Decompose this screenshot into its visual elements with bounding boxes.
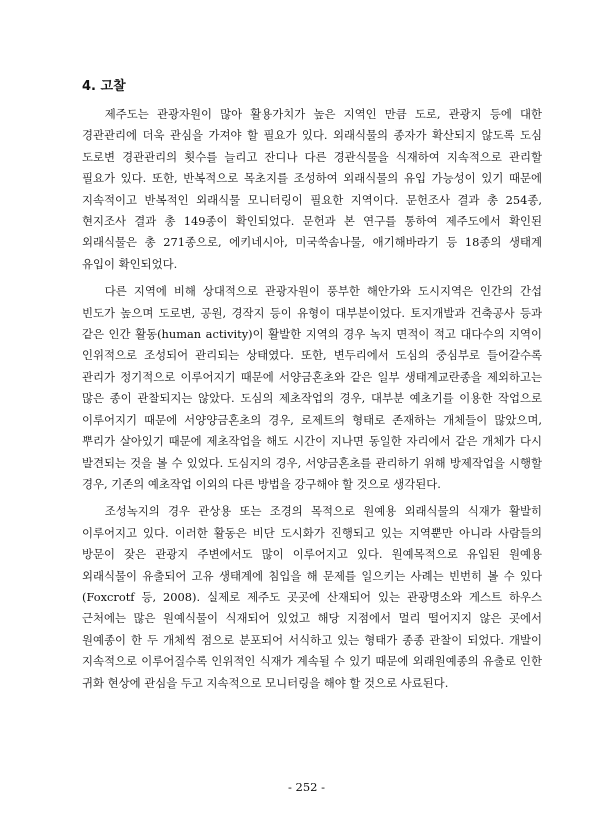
page-number: - 252 - [287,780,326,794]
page-content [82,78,542,700]
paragraph-1: 제주도는 관광자원이 많아 활용가치가 높은 지역인 만큼 도로, 관광지 등에 대한 경관관리에 더욱 관심을 가져야 할 필요가 있다. 외래식물의 종자가 확산되지 않도록 도심 도로변 경관관리의 횟수를 늘리고 잔디나 다른 경관식물을 식재하여 지속적으로 관리할 필요가 있다. 또한, 반복적으로 목초지를 조성하여 외래식물의 유입 가능성이 있기 때문에 지속적이고 반복적인 외래식물 모니터링이 필요한 지역이다. 문헌조사 결과 총 254종, 현지조사 결과 총 149종이 확인되었다. 문헌과 본 연구를 통하여 제주도에서 확인된 외래식물은 총 271종으로, 에키네시아, 미국쑥솜나물, 애기해바라기 등 18종의 생태계 유입이 확인되었다. [82,107,542,271]
section-heading: 4. 고찰 [82,79,126,94]
paragraph-2: 다른 지역에 비해 상대적으로 관광자원이 풍부한 해안가와 도시지역은 인간의 간섭 빈도가 높으며 도로변, 공원, 경작지 등이 유형이 대부분이었다. 토지개발과 건축공사 등과 같은 인간 활동(human activity)이 활발한 지역의 경우 녹지 면적이 적고 대다수의 지역이 인위적으로 조성되어 관리되는 상태였다. 또한, 변두리에서 도심의 중심부로 들어갈수록 관리가 정기적으로 이루어지기 때문에 서양금혼초와 같은 일부 생태계교란종을 제외하고는 많은 종이 관찰되지는 않았다. 도심의 제초작업의 경우, 대부분 예초기를 이용한 작업으로 이루어지기 때문에 서양양금혼초의 경우, 로제트의 형태로 존재하는 개체들이 많았으며, 뿌리가 살아있기 때문에 제초작업을 해도 시간이 지나면 동일한 자리에서 같은 개체가 다시 발견되는 것을 볼 수 있었다. 도심지의 경우, 서양금혼초를 관리하기 위해 방제작업을 시행할 경우, 기존의 예초작업 이외의 다른 방법을 강구해야 할 것으로 생각된다. [82,284,542,491]
paragraph-3: 조성녹지의 경우 관상용 또는 조경의 목적으로 원예용 외래식물의 식재가 활발히 이루어지고 있다. 이러한 활동은 비단 도시화가 진행되고 있는 지역뿐만 아니라 사람들의 방문이 잦은 관광지 주변에서도 많이 이루어지고 있다. 원예목적으로 유입된 원예용 외래식물이 유출되어 고유 생태계에 침입을 해 문제를 일으키는 사례는 빈번히 볼 수 있다(Foxcrotf 등, 2008). 실제로 제주도 곳곳에 산재되어 있는 관광명소와 게스트 하우스 근처에는 많은 원예식물이 식재되어 있었고 해당 지점에서 멀리 떨어지지 않은 곳에서 원예종이 한 두 개체씩 점으로 분포되어 서식하고 있는 형태가 종종 관찰이 되었다. 개발이 지속적으로 이루어질수록 인위적인 식재가 계속될 수 있기 때문에 외래원예종의 유출로 인한 귀화 현상에 관심을 두고 지속적으로 모니터링을 해야 할 것으로 사료된다. [82,504,542,690]
